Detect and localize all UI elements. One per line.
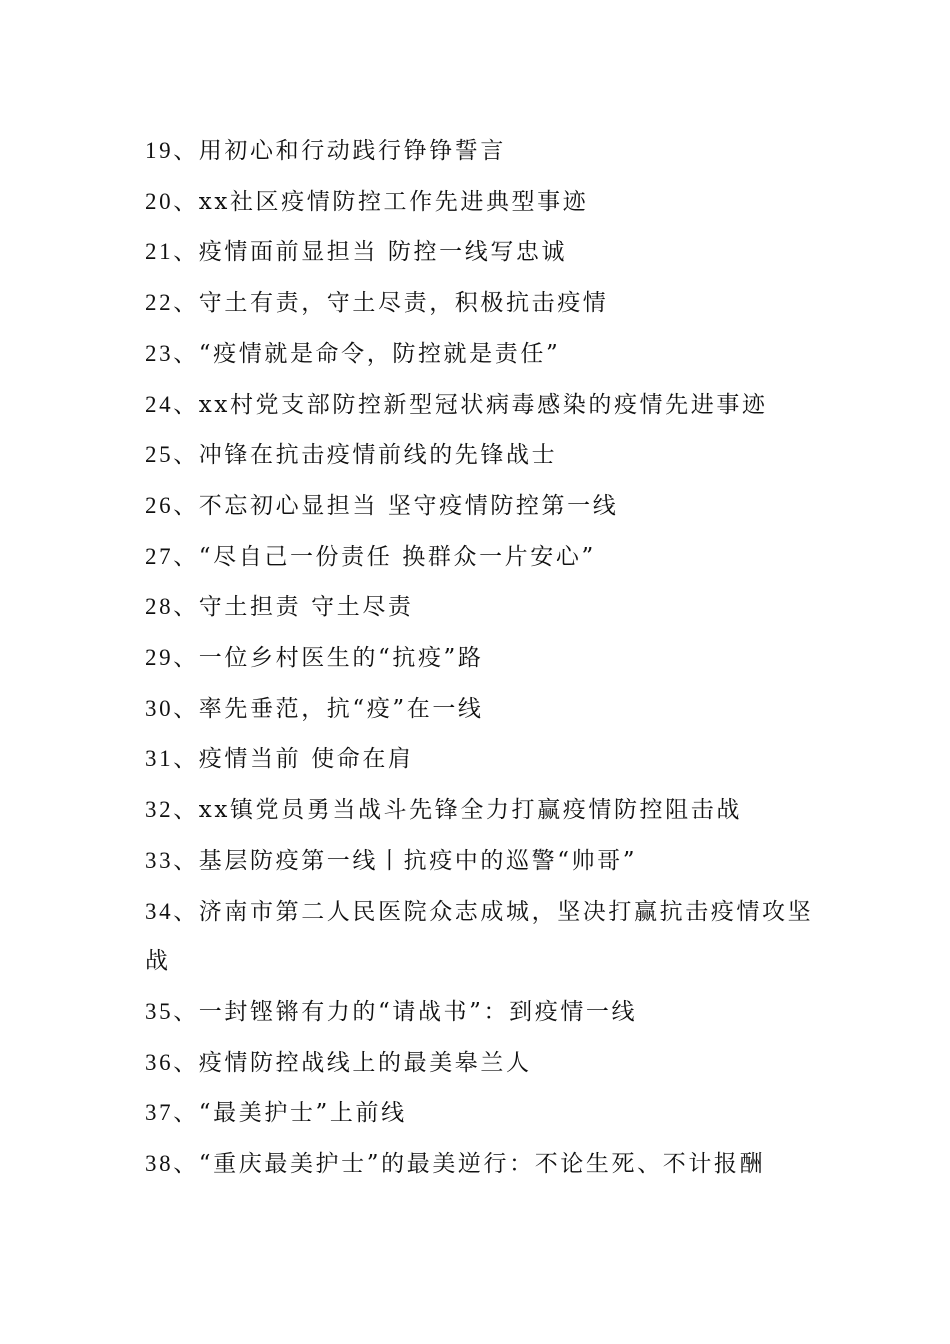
item-title: 、冲锋在抗击疫情前线的先锋战士 (173, 442, 558, 469)
list-item (145, 1139, 815, 1190)
item-number: 25 (145, 442, 174, 468)
item-title: 、xx村党支部防控新型冠状病毒感染的疫情先进事迹 (173, 391, 768, 418)
item-title: 、xx社区疫情防控工作先进典型事迹 (173, 188, 589, 215)
list-item (145, 987, 815, 1038)
item-title: 、疫情面前显担当 防控一线写忠诚 (173, 239, 568, 266)
item-title: 、“尽自己一份责任 换群众一片安心” (173, 543, 596, 570)
item-title: 、“最美护士”上前线 (173, 1100, 407, 1127)
list-item (145, 126, 815, 177)
list-item (145, 177, 815, 228)
item-number: 31 (145, 746, 174, 772)
item-number: 26 (145, 492, 174, 518)
item-title: 、率先垂范，抗“疫”在一线 (173, 695, 484, 722)
item-number: 33 (145, 847, 174, 873)
list-item (145, 836, 815, 887)
item-title: 、用初心和行动践行铮铮誓言 (173, 138, 507, 164)
item-title: 、守土有责，守土尽责，积极抗击疫情 (173, 290, 609, 317)
item-number: 35 (145, 998, 174, 1024)
item-number: 32 (145, 797, 174, 823)
item-number: 21 (145, 239, 174, 265)
item-number: 27 (145, 543, 174, 569)
item-number: 24 (145, 391, 174, 417)
list-item (145, 532, 815, 583)
list-item (145, 430, 815, 481)
item-title: 、不忘初心显担当 坚守疫情防控第一线 (173, 492, 619, 519)
item-title: 、“疫情就是命令，防控就是责任” (173, 340, 561, 367)
list-item (145, 278, 815, 329)
item-number: 22 (145, 290, 174, 316)
item-number: 38 (145, 1151, 174, 1177)
list-item (145, 684, 815, 735)
list-item (145, 734, 815, 785)
item-number: 34 (145, 898, 174, 924)
list-item (145, 380, 815, 431)
item-number: 29 (145, 645, 174, 671)
item-title: 、疫情防控战线上的最美皋兰人 (173, 1049, 532, 1076)
item-number: 36 (145, 1049, 174, 1075)
list-item (145, 582, 815, 633)
item-number: 23 (145, 340, 174, 366)
list-item (145, 329, 815, 380)
item-title: 、疫情当前 使命在肩 (173, 746, 414, 773)
list-item (145, 227, 815, 278)
item-title: 、“重庆最美护士”的最美逆行：不论生死、不计报酬 (173, 1151, 766, 1178)
item-title: 、守土担责 守土尽责 (173, 594, 414, 621)
item-number: 28 (145, 594, 174, 620)
item-number: 37 (145, 1100, 174, 1126)
list-item (145, 785, 815, 836)
list-item (145, 633, 815, 684)
item-title: 、一封铿锵有力的“请战书”：到疫情一线 (173, 998, 638, 1025)
item-number: 19 (145, 138, 174, 163)
article-title-list (145, 126, 815, 1190)
item-number: 20 (145, 188, 174, 214)
item-title: 、一位乡村医生的“抗疫”路 (173, 645, 484, 672)
item-title: 、济南市第二人民医院众志成城，坚决打赢抗击疫情攻坚战 (145, 898, 814, 975)
list-item (145, 481, 815, 532)
item-title: 、基层防疫第一线丨抗疫中的巡警“帅哥” (173, 847, 638, 874)
list-item (145, 1088, 815, 1139)
list-item (145, 887, 815, 987)
list-item (145, 1038, 815, 1089)
item-number: 30 (145, 695, 174, 721)
item-title: 、xx镇党员勇当战斗先锋全力打赢疫情防控阻击战 (173, 797, 742, 824)
